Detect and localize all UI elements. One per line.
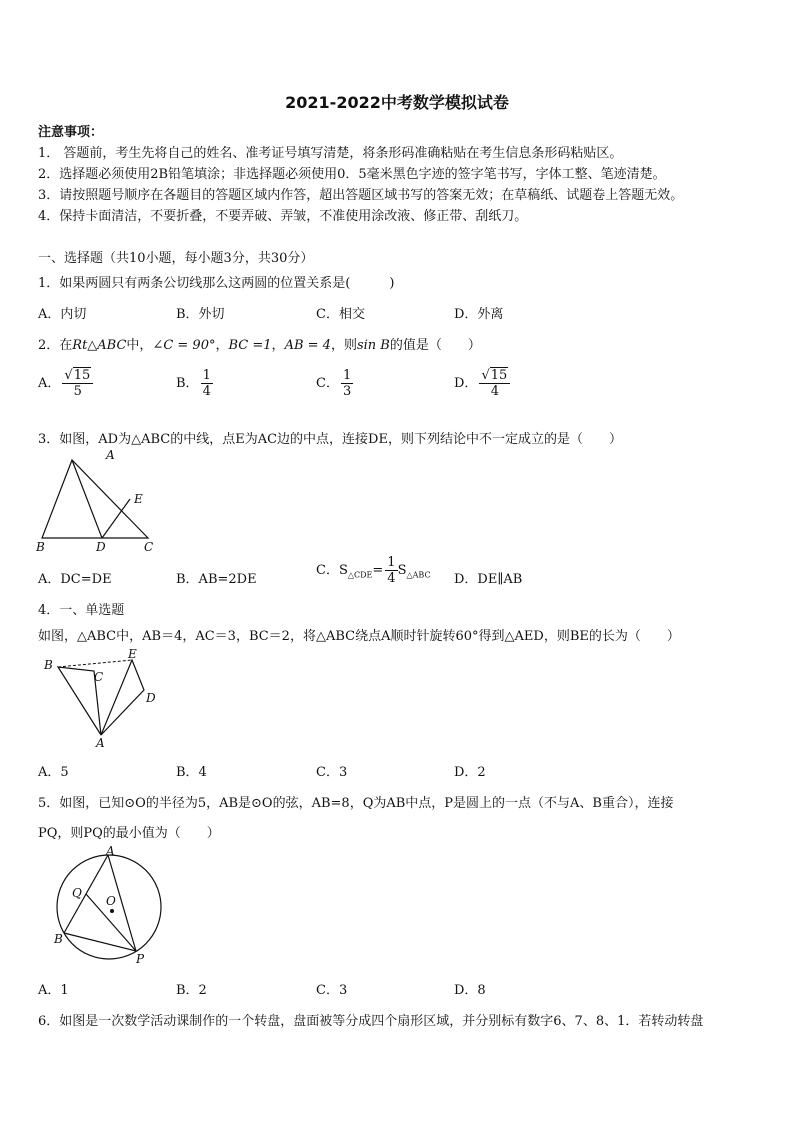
q3-option-c bbox=[316, 555, 431, 586]
q2-option-a-numerator: 15 bbox=[73, 368, 91, 383]
q2-stem bbox=[38, 334, 481, 353]
q5-label-p: P bbox=[136, 952, 145, 966]
q5-option-a: A．1 bbox=[38, 983, 69, 998]
q4-option-b: B．4 bbox=[176, 765, 207, 780]
q3-option-c-sub-cde: △CDE bbox=[347, 570, 373, 580]
q4-label-b: B bbox=[44, 658, 53, 672]
note-item-2: 2．选择题必须使用2B铅笔填涂；非选择题必须使用0．5毫米黑色字迹的签字笔书写，字体工整、笔迹清楚。 bbox=[38, 167, 666, 182]
note-item-1: 1． 答题前，考生先将自己的姓名、准考证号填写清楚，将条形码准确粘贴在考生信息条形码粘贴区。 bbox=[38, 146, 623, 161]
q6-stem: 6．如图是一次数学活动课制作的一个转盘，盘面被等分成四个扇形区域，并分别标有数字6、7、8、1．若转动转盘 bbox=[38, 1014, 704, 1029]
q2-option-b-label: B． bbox=[176, 376, 199, 391]
q1-option-c: C．相交 bbox=[316, 307, 365, 322]
q2-option-c-label: C． bbox=[316, 376, 339, 391]
q3-label-e: E bbox=[134, 492, 143, 506]
q3-figure bbox=[36, 447, 160, 555]
q2-option-d bbox=[454, 368, 510, 399]
q2-stem-mid3: ， bbox=[271, 338, 285, 353]
q2-option-a-denominator: 5 bbox=[73, 384, 82, 399]
q4-option-c: C．3 bbox=[316, 765, 348, 780]
q5-center-point bbox=[110, 909, 114, 913]
q2-option-c-denominator: 3 bbox=[342, 384, 352, 399]
q5-label-a: A bbox=[106, 845, 115, 858]
q2-option-d-denominator: 4 bbox=[490, 384, 499, 399]
q5-stem-line2: PQ，则PQ的最小值为（ ） bbox=[38, 826, 220, 841]
q2-option-b-numerator: 1 bbox=[202, 368, 211, 383]
section-heading: 一、选择题（共10小题，每小题3分，共30分） bbox=[38, 251, 314, 266]
q2-option-a bbox=[38, 368, 93, 399]
q3-option-a: A．DC=DE bbox=[38, 572, 112, 587]
q4-triangle-aed bbox=[101, 660, 144, 735]
q3-option-c-s: S bbox=[397, 563, 407, 578]
q3-option-c-numerator: 1 bbox=[387, 555, 396, 570]
q5-stem-line1: 5．如图，已知⊙O的半径为5，AB是⊙O的弦，AB=8，Q为AB中点，P是圆上的一点（不与A、B重合），连接 bbox=[38, 796, 674, 811]
note-item-3: 3．请按照题号顺序在各题目的答题区域内作答，超出答题区域书写的答案无效；在草稿纸、试题卷上答题无效。 bbox=[38, 188, 684, 203]
q5-label-b: B bbox=[54, 932, 63, 946]
q2-option-a-fraction bbox=[62, 368, 93, 399]
q3-option-b: B．AB=2DE bbox=[176, 572, 257, 587]
q2-option-d-label: D． bbox=[454, 376, 478, 391]
q4-option-d: D．2 bbox=[454, 765, 486, 780]
notes-heading: 注意事项： bbox=[38, 125, 104, 140]
q4-stem: 如图，△ABC中，AB＝4，AC＝3，BC＝2，将△ABC绕点A顺时针旋转60°得到△AED，则BE的长为（ ） bbox=[38, 629, 680, 644]
q3-option-c-denominator: 4 bbox=[387, 571, 396, 586]
q2-stem-prefix: 2．在 bbox=[38, 338, 73, 353]
q3-option-c-fraction bbox=[385, 555, 397, 586]
q2-math-bc: BC =1 bbox=[228, 338, 272, 353]
q5-option-b: B．2 bbox=[176, 983, 207, 998]
q5-segment-bp bbox=[64, 933, 136, 951]
q4-dashed-be bbox=[58, 660, 132, 667]
q3-option-c-equals: = bbox=[372, 563, 384, 578]
q2-math-triangle: Rt△ABC bbox=[72, 338, 127, 353]
page-title: 2021-2022中考数学模拟试卷 bbox=[285, 93, 509, 112]
q3-label-d: D bbox=[96, 540, 106, 554]
q3-label-b: B bbox=[36, 540, 45, 554]
q1-option-a: A．内切 bbox=[38, 307, 87, 322]
note-item-4: 4．保持卡面清洁，不要折叠，不要弄破、弄皱，不准使用涂改液、修正带、刮纸刀。 bbox=[38, 209, 528, 224]
q1-option-d: D．外离 bbox=[454, 307, 504, 322]
q5-label-o: O bbox=[106, 894, 116, 908]
q5-option-d: D．8 bbox=[454, 983, 486, 998]
q3-option-c-sub-abc: △ABC bbox=[406, 570, 431, 580]
q4-label-a: A bbox=[96, 736, 105, 750]
q4-label-c: C bbox=[94, 670, 104, 684]
q3-option-c-label: C．S bbox=[316, 563, 348, 578]
q4-figure bbox=[36, 645, 160, 753]
q2-option-d-fraction bbox=[479, 368, 510, 399]
q2-option-a-label: A． bbox=[38, 376, 61, 391]
q5-label-q: Q bbox=[72, 886, 82, 900]
q2-math-sinb: sin B bbox=[356, 338, 390, 353]
q2-option-d-numerator: 15 bbox=[490, 368, 508, 383]
q3-stem: 3．如图，AD为△ABC的中线，点E为AC边的中点，连接DE，则下列结论中不一定成立的是（ ） bbox=[38, 432, 622, 447]
q2-option-c-fraction bbox=[341, 368, 353, 399]
q1-stem: 1．如果两圆只有两条公切线那么这两圆的位置关系是( ) bbox=[38, 276, 395, 291]
q2-stem-mid2: ， bbox=[215, 338, 229, 353]
q2-stem-mid1: 中， bbox=[126, 338, 153, 353]
q3-label-c: C bbox=[144, 540, 154, 554]
q4-heading: 4．一、单选题 bbox=[38, 603, 125, 618]
q4-label-d: D bbox=[146, 691, 156, 705]
q2-math-ab: AB = 4 bbox=[284, 338, 331, 353]
q2-option-b bbox=[176, 368, 213, 399]
q3-label-a: A bbox=[106, 448, 115, 462]
q3-triangle-abc bbox=[42, 460, 148, 538]
q4-label-e: E bbox=[128, 647, 137, 661]
q2-stem-suffix: 的值是（ ） bbox=[389, 338, 481, 353]
q5-option-c: C．3 bbox=[316, 983, 348, 998]
q2-math-angle: ∠C = 90° bbox=[152, 338, 216, 353]
q5-figure bbox=[48, 845, 172, 967]
q3-median-ad bbox=[72, 460, 102, 538]
q2-option-c-numerator: 1 bbox=[342, 368, 352, 383]
q3-option-d: D．DE∥AB bbox=[454, 572, 523, 587]
q1-option-b: B．外切 bbox=[176, 307, 225, 322]
q2-option-b-denominator: 4 bbox=[202, 384, 211, 399]
q2-option-b-fraction bbox=[201, 368, 213, 399]
q4-option-a: A．5 bbox=[38, 765, 69, 780]
q2-stem-mid4: ，则 bbox=[330, 338, 357, 353]
q2-option-c bbox=[316, 368, 353, 399]
